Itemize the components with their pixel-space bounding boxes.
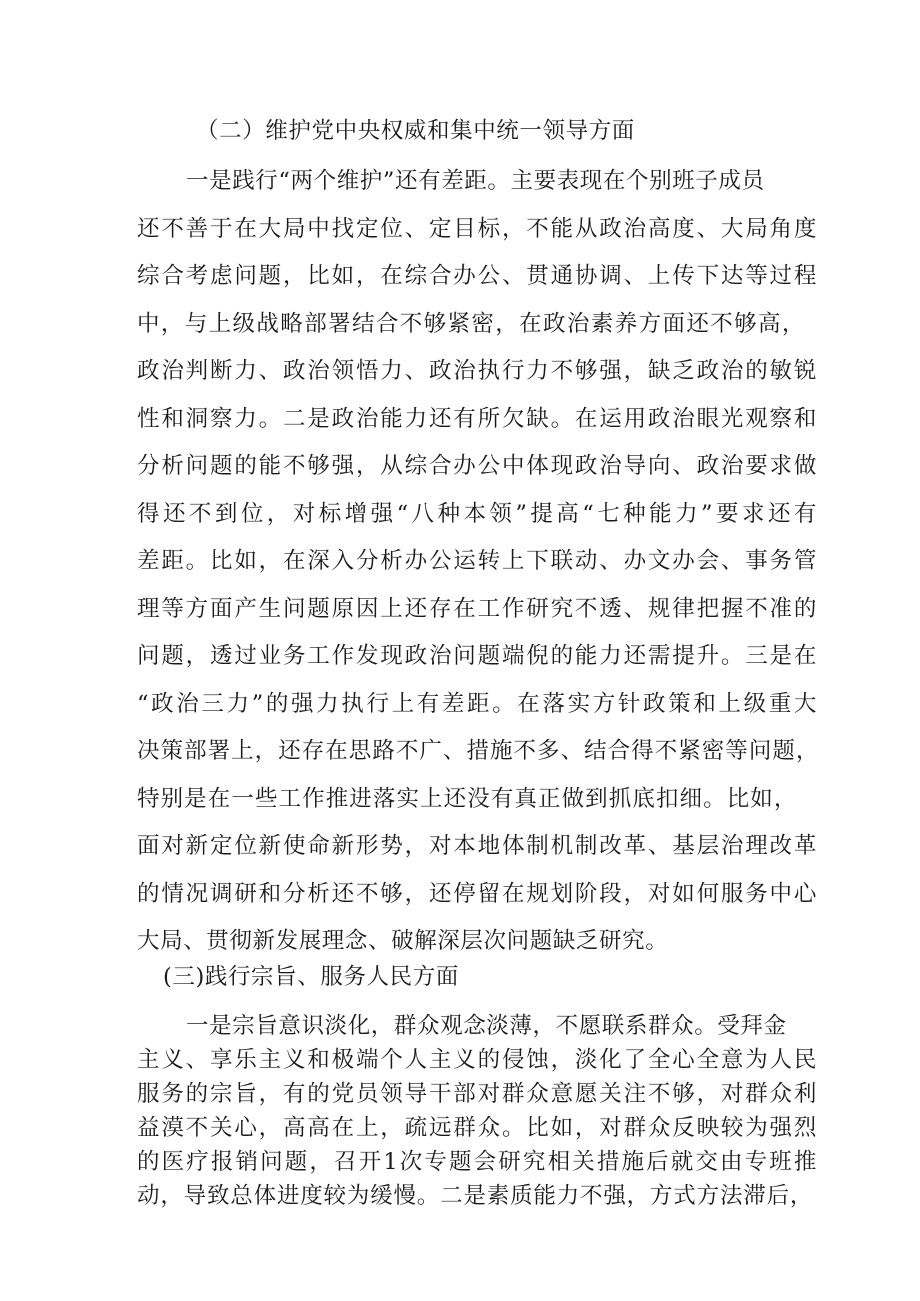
paragraph-line: 主义、享乐主义和极端个人主义的侵蚀，淡化了全心全意为人民 [137, 1047, 817, 1073]
paragraph-line: 政治判断力、政治领悟力、政治执行力不够强，缺乏政治的敏锐 [137, 358, 817, 384]
paragraph-line: 特别是在一些工作推进落实上还没有真正做到抓底扣细。比如， [137, 786, 797, 812]
paragraph-line: 一是践行“两个维护”还有差距。主要表现在个别班子成员 [186, 168, 765, 194]
paragraph-line: 差距。比如，在深入分析办公运转上下联动、办文办会、事务管 [137, 548, 817, 574]
section-heading-3: (三)践行宗旨、服务人民方面 [163, 964, 459, 990]
paragraph-line: 中，与上级战略部署结合不够紧密，在政治素养方面还不够高， [137, 311, 805, 337]
paragraph-line: 面对新定位新使命新形势，对本地体制机制改革、基层治理改革 [137, 833, 817, 859]
paragraph-line: 理等方面产生问题原因上还存在工作研究不透、规律把握不准的 [137, 596, 817, 622]
paragraph-line: 性和洞察力。二是政治能力还有所欠缺。在运用政治眼光观察和 [137, 406, 817, 432]
paragraph-line: 服务的宗旨，有的党员领导干部对群众意愿关注不够，对群众利 [137, 1081, 817, 1107]
section-heading-2: （二）维护党中央权威和集中统一领导方面 [196, 118, 635, 144]
paragraph-line: 大局、贯彻新发展理念、破解深层次问题缺乏研究。 [137, 928, 669, 954]
paragraph-line: 益漠不关心，高高在上，疏远群众。比如，对群众反映较为强烈 [137, 1115, 817, 1141]
paragraph-line: “政治三力”的强力执行上有差距。在落实方针政策和上级重大 [137, 691, 817, 717]
paragraph-line: 综合考虑问题，比如，在综合办公、贯通协调、上传下达等过程 [137, 263, 817, 289]
paragraph-line: 问题，透过业务工作发现政治问题端倪的能力还需提升。三是在 [137, 643, 817, 669]
paragraph-line: 一是宗旨意识淡化，群众观念淡薄，不愿联系群众。受拜金 [186, 1013, 787, 1039]
paragraph-line: 的医疗报销问题，召开1次专题会研究相关措施后就交由专班推 [137, 1149, 817, 1175]
paragraph-line: 得还不到位，对标增强“八种本领”提高“七种能力”要求还有 [137, 501, 817, 527]
paragraph-line: 分析问题的能不够强，从综合办公中体现政治导向、政治要求做 [137, 453, 817, 479]
paragraph-line: 的情况调研和分析还不够，还停留在规划阶段，对如何服务中心 [137, 881, 817, 907]
paragraph-line: 决策部署上，还存在思路不广、措施不多、结合得不紧密等问题， [137, 738, 819, 764]
paragraph-line: 动，导致总体进度较为缓慢。二是素质能力不强，方式方法滞后， [137, 1183, 813, 1209]
paragraph-line: 还不善于在大局中找定位、定目标，不能从政治高度、大局角度 [137, 216, 817, 242]
